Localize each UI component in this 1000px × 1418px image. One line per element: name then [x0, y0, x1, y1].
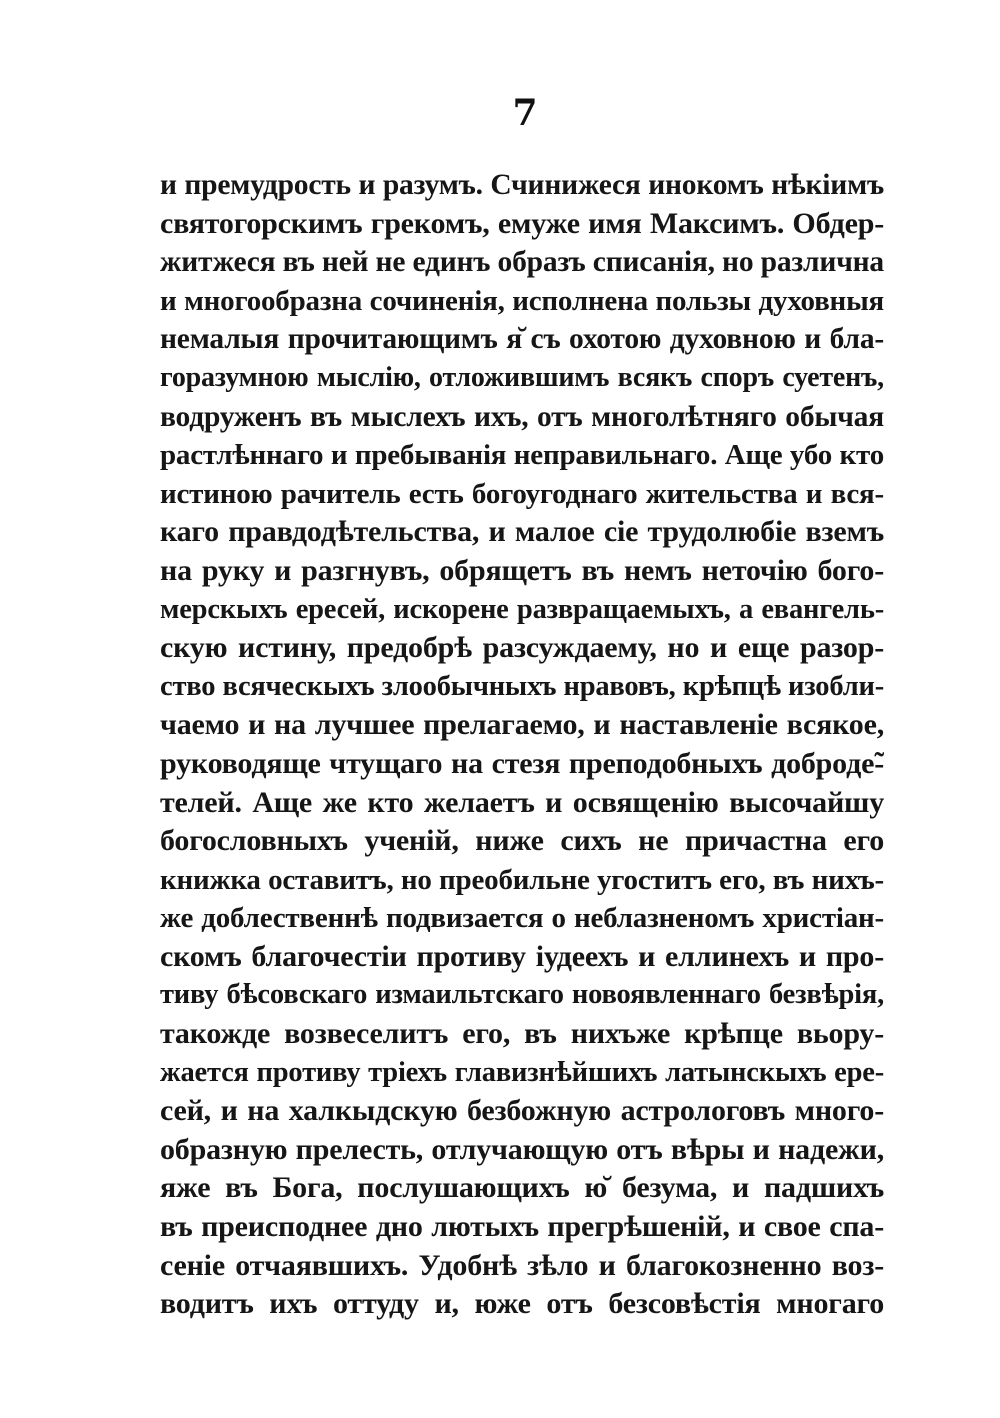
- text-line: скомъ благочестіи противу іудеехъ и еллинехъ и про-: [160, 939, 884, 973]
- text-line: немалыя прочитающимъ я̆ съ охотою духовною и бла-: [160, 323, 884, 356]
- text-line: чаемо и на лучшее прелагаемо, и наставленіе всякое,: [160, 708, 884, 742]
- text-line: жается противу тріехъ главизнѣйшихъ латынскыхъ ере-: [160, 1056, 884, 1088]
- text-line: въ преисподнее дно лютыхъ прегрѣшеній, и свое спа-: [160, 1210, 884, 1244]
- text-line: истиною рачитель есть богоугоднаго жительства и вся-: [160, 477, 884, 510]
- body-text: [160, 166, 884, 1324]
- text-line: руководяще чтущаго на стезя преподобныхъ доброде̃-: [160, 746, 884, 780]
- text-line: такожде возвеселитъ его, въ нихъже крѣпце вьору-: [160, 1017, 884, 1051]
- text-line: же доблественнѣ подвизается о неблазненомъ христіан-: [160, 902, 884, 935]
- text-line: яже въ Бога, послушающихъ ю̆ безума, и падшихъ: [160, 1171, 884, 1205]
- text-line: образную прелесть, отлучающую отъ вѣры и надежи,: [160, 1132, 884, 1166]
- text-line: горазумною мыслію, отложившимъ всякъ споръ суетенъ,: [160, 361, 884, 393]
- text-line: и премудрость и разумъ. Счинижеся инокомъ нѣкіимъ: [160, 169, 884, 201]
- text-line: богословныхъ ученій, ниже сихъ не причастна его: [160, 824, 884, 858]
- text-line: ство всяческыхъ злообычныхъ нравовъ, крѣпцѣ изобли-: [160, 670, 884, 702]
- text-line: тиву бѣсовскаго измаильтскаго новоявленнаго безвѣрія,: [160, 979, 884, 1011]
- text-line: святогорскимъ грекомъ, емуже имя Максимъ. Обдер-: [160, 206, 884, 240]
- text-line: мерскыхъ ересей, искорене развращаемыхъ, а евангель-: [160, 593, 884, 625]
- text-line: скую истину, предобрѣ разсуждаему, но и еще разор-: [160, 631, 884, 665]
- text-line: житжеся въ ней не единъ образъ списанія, но различна: [160, 246, 884, 279]
- text-line: телей. Аще же кто желаетъ и освященію высочайшу: [160, 785, 884, 819]
- text-line: водитъ ихъ оттуду и, юже отъ безсовѣстія многаго: [160, 1287, 884, 1321]
- text-line: растлѣннаго и пребыванія неправильнаго. Аще убо кто: [160, 439, 884, 472]
- page-number: 7: [512, 92, 538, 134]
- text-line: и многообразна сочиненія, исполнена пользы духовныя: [160, 284, 884, 317]
- text-line: книжка оставитъ, но преобильне угоститъ его, въ нихъ-: [160, 863, 884, 896]
- text-line: сей, и на халкыдскую безбожную астрологовъ много-: [160, 1094, 884, 1128]
- text-line: сеніе отчаявшихъ. Удобнѣ зѣло и благокозненно воз-: [160, 1248, 884, 1282]
- text-line: водруженъ въ мыслехъ ихъ, отъ многолѣтняго обычая: [160, 400, 884, 433]
- text-line: каго правдодѣтельства, и малое сіе трудолюбіе вземъ: [160, 515, 884, 549]
- text-line: на руку и разгнувъ, обрящетъ въ немъ неточію бого-: [160, 553, 884, 587]
